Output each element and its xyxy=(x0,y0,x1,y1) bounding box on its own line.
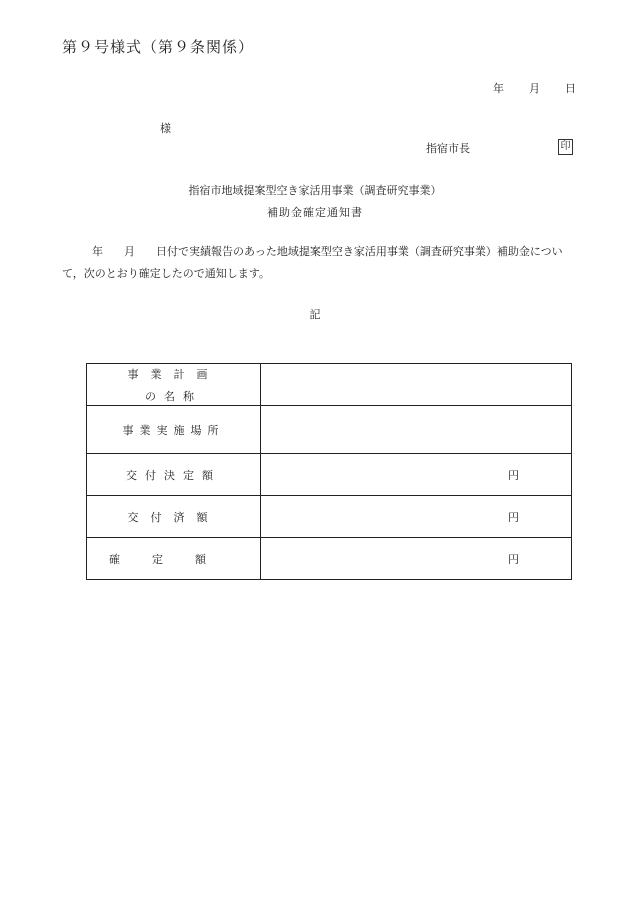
value-grant-paid xyxy=(261,496,572,538)
date-day: 日 xyxy=(565,82,576,95)
label-location: 事業実施場所 xyxy=(87,406,261,454)
date-line xyxy=(493,80,576,96)
value-plan-name xyxy=(261,364,572,406)
date-month: 月 xyxy=(529,82,540,95)
document-title-line2: 補助金確定通知書 xyxy=(267,206,363,219)
label-grant-decided: 交付決定額 xyxy=(87,454,261,496)
label-plan-name-line2: の名称 xyxy=(145,389,202,403)
seal-stamp: 印 xyxy=(558,139,573,155)
date-year: 年 xyxy=(493,82,504,95)
label-plan-name xyxy=(87,364,261,406)
value-location xyxy=(261,406,572,454)
yen-unit: 円 xyxy=(508,468,519,482)
body-text xyxy=(62,241,576,285)
details-table xyxy=(86,363,572,580)
table-row xyxy=(87,496,572,538)
value-grant-decided xyxy=(261,454,572,496)
document-title-line1: 指宿市地域提案型空き家活用事業（調査研究事業） xyxy=(188,184,442,197)
yen-unit: 円 xyxy=(508,552,519,566)
label-confirmed-amount: 確定額 xyxy=(87,538,261,580)
issuer-name: 指宿市長 xyxy=(426,142,470,155)
yen-unit: 円 xyxy=(508,510,519,524)
label-plan-name-line1: 事業計画 xyxy=(127,367,220,381)
table-row xyxy=(87,538,572,580)
addressee: 様 xyxy=(160,122,171,135)
value-confirmed-amount xyxy=(261,538,572,580)
body-sentence: 日付で実績報告のあった地域提案型空き家活用事業（調査研究事業）補助金について，次のとおり確定したので通知します。 xyxy=(62,245,563,280)
table-row xyxy=(87,364,572,406)
table-row xyxy=(87,454,572,496)
ki-heading: 記 xyxy=(309,308,321,321)
body-year: 年 xyxy=(92,245,103,258)
body-month: 月 xyxy=(124,245,135,258)
form-number: 第９号様式（第９条関係） xyxy=(62,38,255,56)
label-grant-paid: 交付済額 xyxy=(87,496,261,538)
table-row xyxy=(87,406,572,454)
